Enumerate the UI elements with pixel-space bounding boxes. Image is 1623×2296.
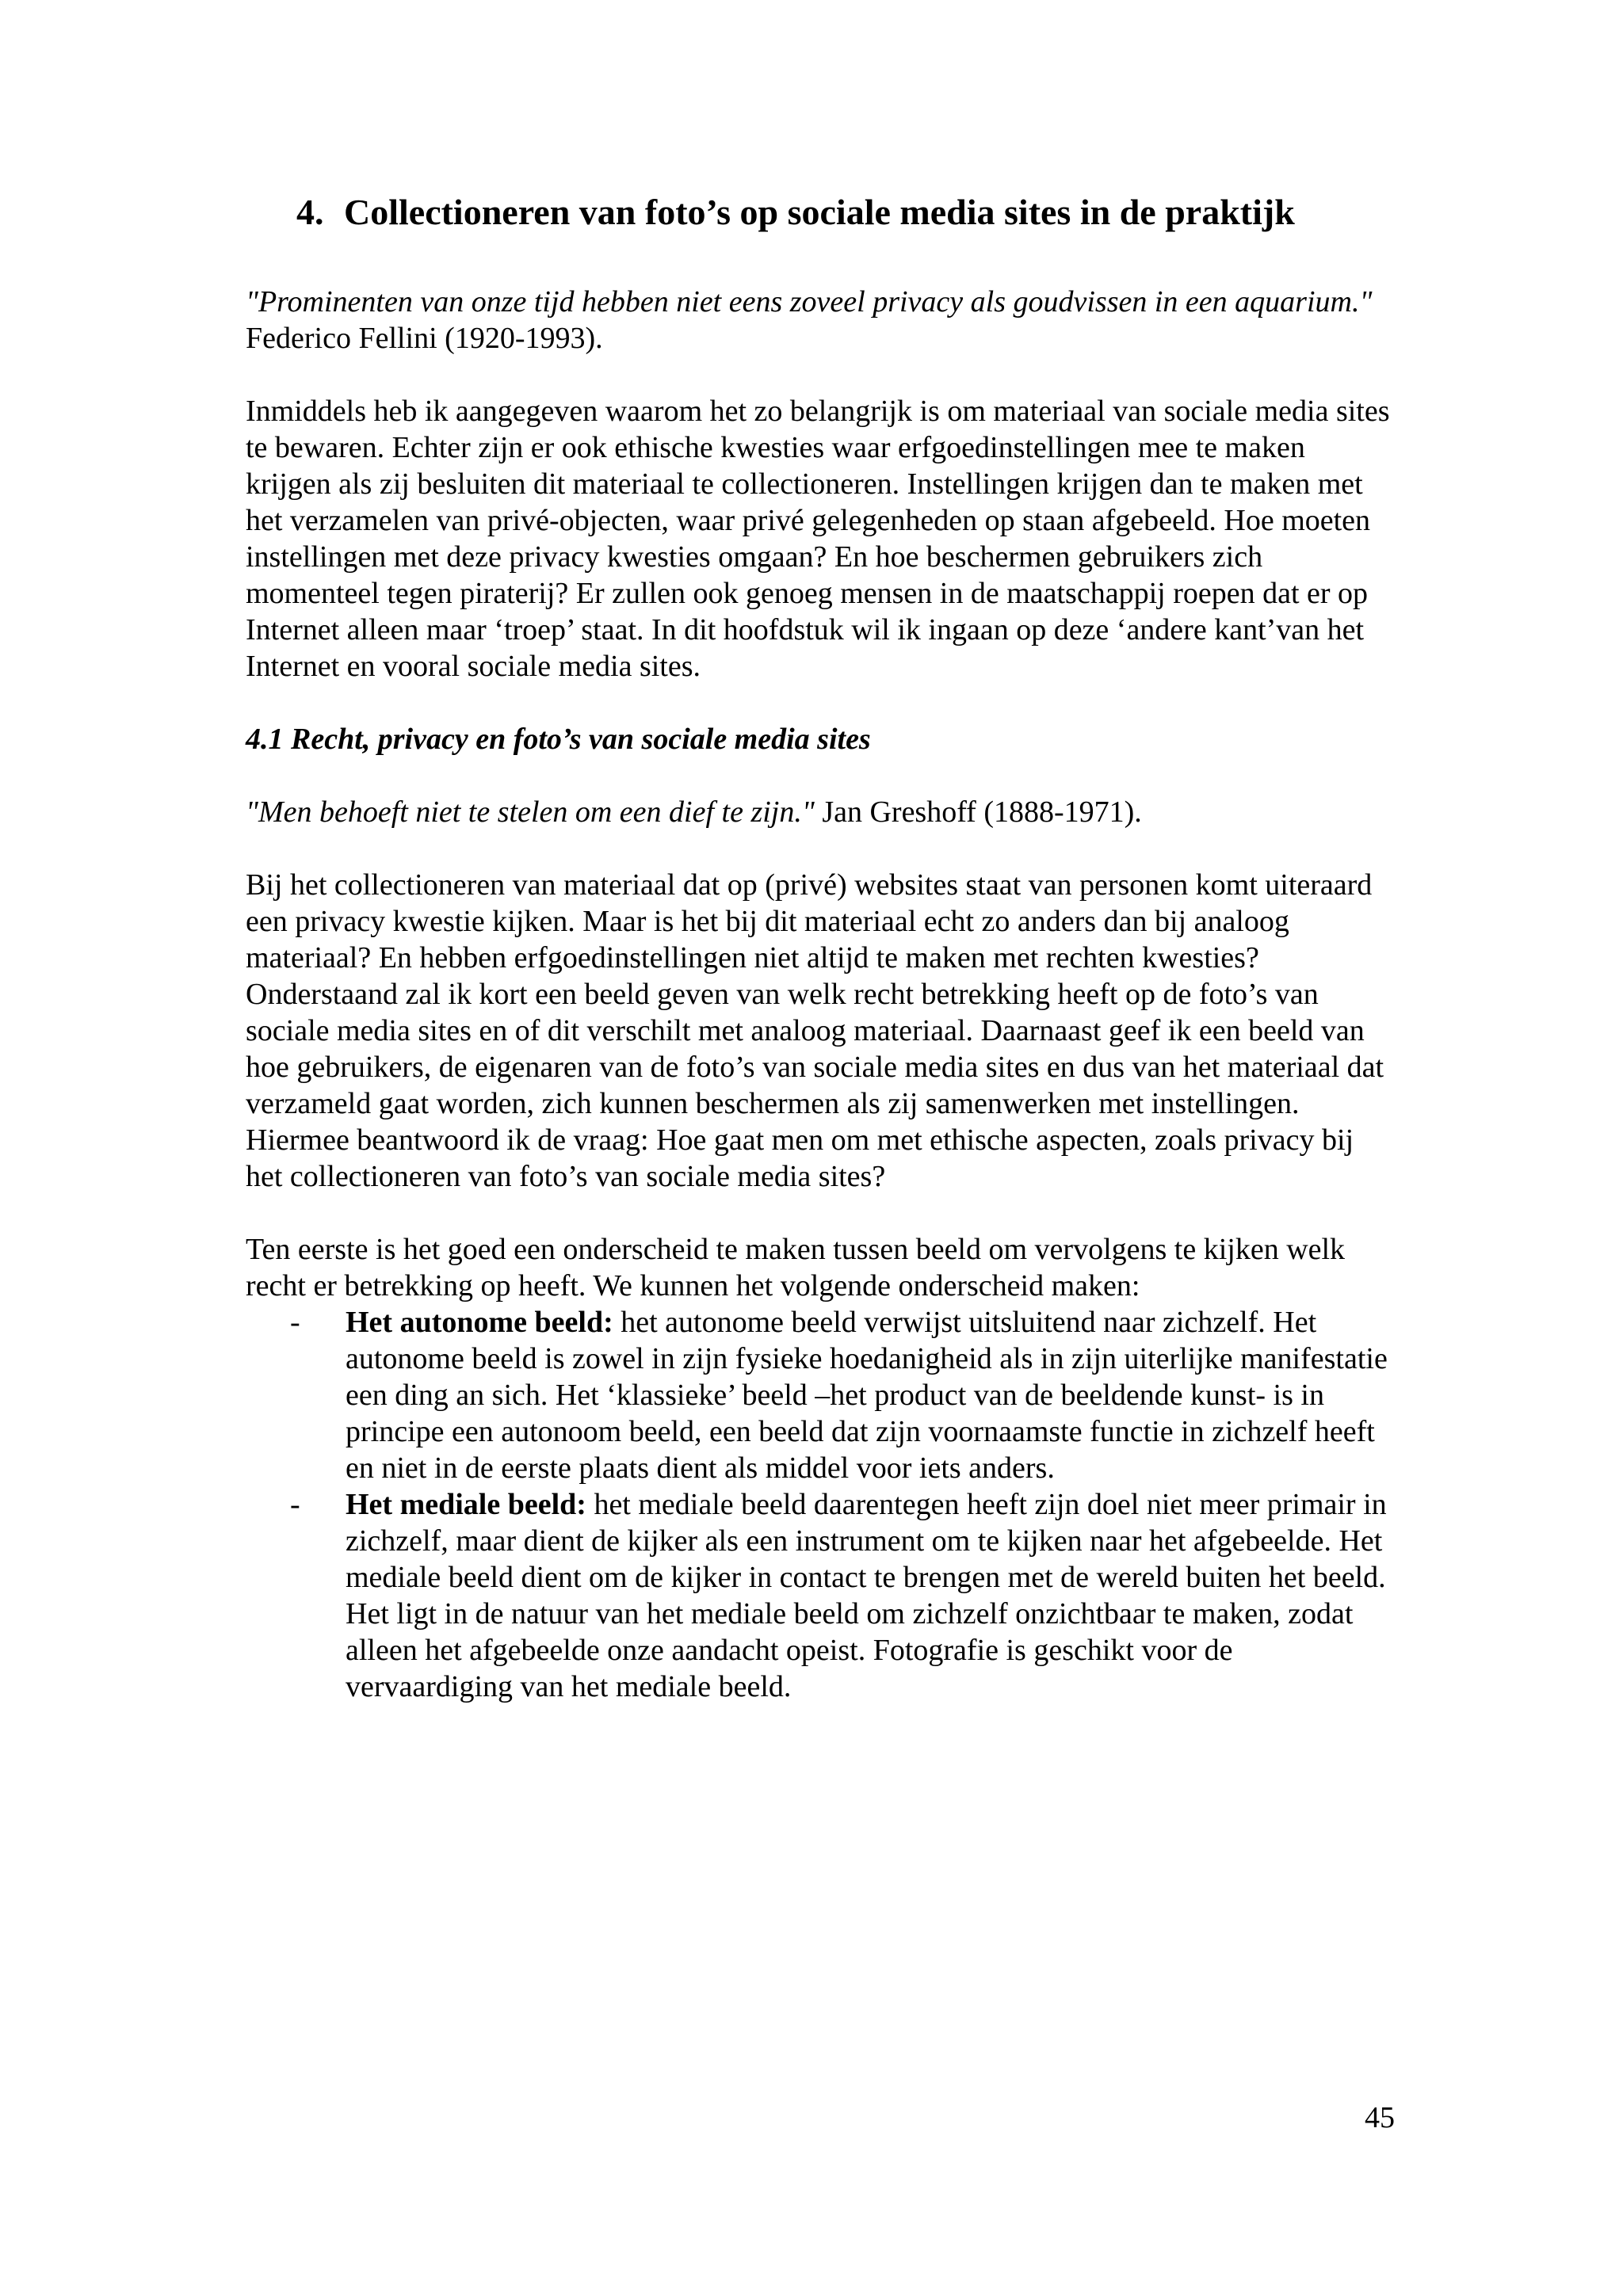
epigraph-quote-1 (246, 284, 1395, 357)
quote-author: Federico Fellini (1920-1993). (246, 322, 603, 355)
page-content (246, 190, 1395, 1705)
quote-text: "Men behoeft niet te stelen om een dief te zijn." (246, 795, 815, 829)
paragraph-privacy: Bij het collectioneren van materiaal dat op (privé) websites staat van personen komt uiteraard een privacy kwestie kijken. Maar is het bij dit materiaal echt zo anders dan bij analoog materiaal? En hebben erfgoedinstellingen niet altijd te maken met rechten kwesties? Onderstaand zal ik kort een beeld geven van welk recht betrekking heeft op de foto’s van sociale media sites en of dit verschilt met analoog materiaal. Daarnaast geef ik een beeld van hoe gebruikers, de eigenaren van de foto’s van sociale media sites en dus van het materiaal dat verzameld gaat worden, zich kunnen beschermen als zij samenwerken met instellingen. Hiermee beantwoord ik de vraag: Hoe gaat men om met ethische aspecten, zoals privacy bij het collectioneren van foto’s van sociale media sites? (246, 868, 1384, 1193)
definition-list (246, 1304, 1395, 1705)
chapter-title (296, 190, 1395, 235)
list-dash: - (290, 1306, 300, 1339)
quote-text: "Prominenten van onze tijd hebben niet eens zoveel privacy als goudvissen in een aquarium." (246, 285, 1373, 318)
definition-text: het mediale beeld daarentegen heeft zijn doel niet meer primair in zichzelf, maar dient de kijker als een instrument om te kijken naar het afgebeelde. Het mediale beeld dient om de kijker in contact te brengen met de wereld buiten het beeld. Het ligt in de natuur van het mediale beeld om zichzelf onzichtbaar te maken, zodat alleen het afgebeelde onze aandacht opeist. Fotografie is geschikt voor de vervaardiging van het mediale beeld. (346, 1488, 1387, 1703)
definition-text: het autonome beeld verwijst uitsluitend naar zichzelf. Het autonome beeld is zowel in zijn fysieke hoedanigheid als in zijn uiterlijke manifestatie een ding an sich. Het ‘klassieke’ beeld –het product van de beeldende kunst- is in principe een autonoom beeld, een beeld dat zijn voornaamste functie in zichzelf heeft en niet in de eerste plaats dient als middel voor iets anders. (346, 1306, 1388, 1485)
chapter-title-text: Collectioneren van foto’s op sociale media sites in de praktijk (344, 192, 1295, 232)
definition-term: Het mediale beeld: (346, 1488, 586, 1521)
paragraph-intro: Inmiddels heb ik aangegeven waarom het zo belangrijk is om materiaal van sociale media sites te bewaren. Echter zijn er ook ethische kwesties waar erfgoedinstellingen mee te maken krijgen als zij besluiten dit materiaal te collectioneren. Instellingen krijgen dan te maken met het verzamelen van privé-objecten, waar privé gelegenheden op staan afgebeeld. Hoe moeten instellingen met deze privacy kwesties omgaan? En hoe beschermen gebruikers zich momenteel tegen piraterij? Er zullen ook genoeg mensen in de maatschappij roepen dat er op Internet alleen maar ‘troep’ staat. In dit hoofdstuk wil ik ingaan op deze ‘andere kant’van het Internet en vooral sociale media sites. (246, 395, 1390, 683)
list-dash: - (290, 1488, 300, 1521)
quote-author: Jan Greshoff (1888-1971). (814, 795, 1142, 829)
definition-item-autonomous (290, 1304, 1395, 1486)
page-number: 45 (1365, 2101, 1395, 2134)
definition-term: Het autonome beeld: (346, 1306, 613, 1339)
epigraph-quote-2 (246, 794, 1395, 830)
chapter-number: 4. (296, 192, 324, 232)
paragraph-distinction: Ten eerste is het goed een onderscheid te maken tussen beeld om vervolgens te kijken welk recht er betrekking op heeft. We kunnen het volgende onderscheid maken: (246, 1233, 1346, 1302)
definition-item-medial (290, 1486, 1395, 1705)
section-title: 4.1 Recht, privacy en foto’s van sociale media sites (246, 723, 871, 756)
